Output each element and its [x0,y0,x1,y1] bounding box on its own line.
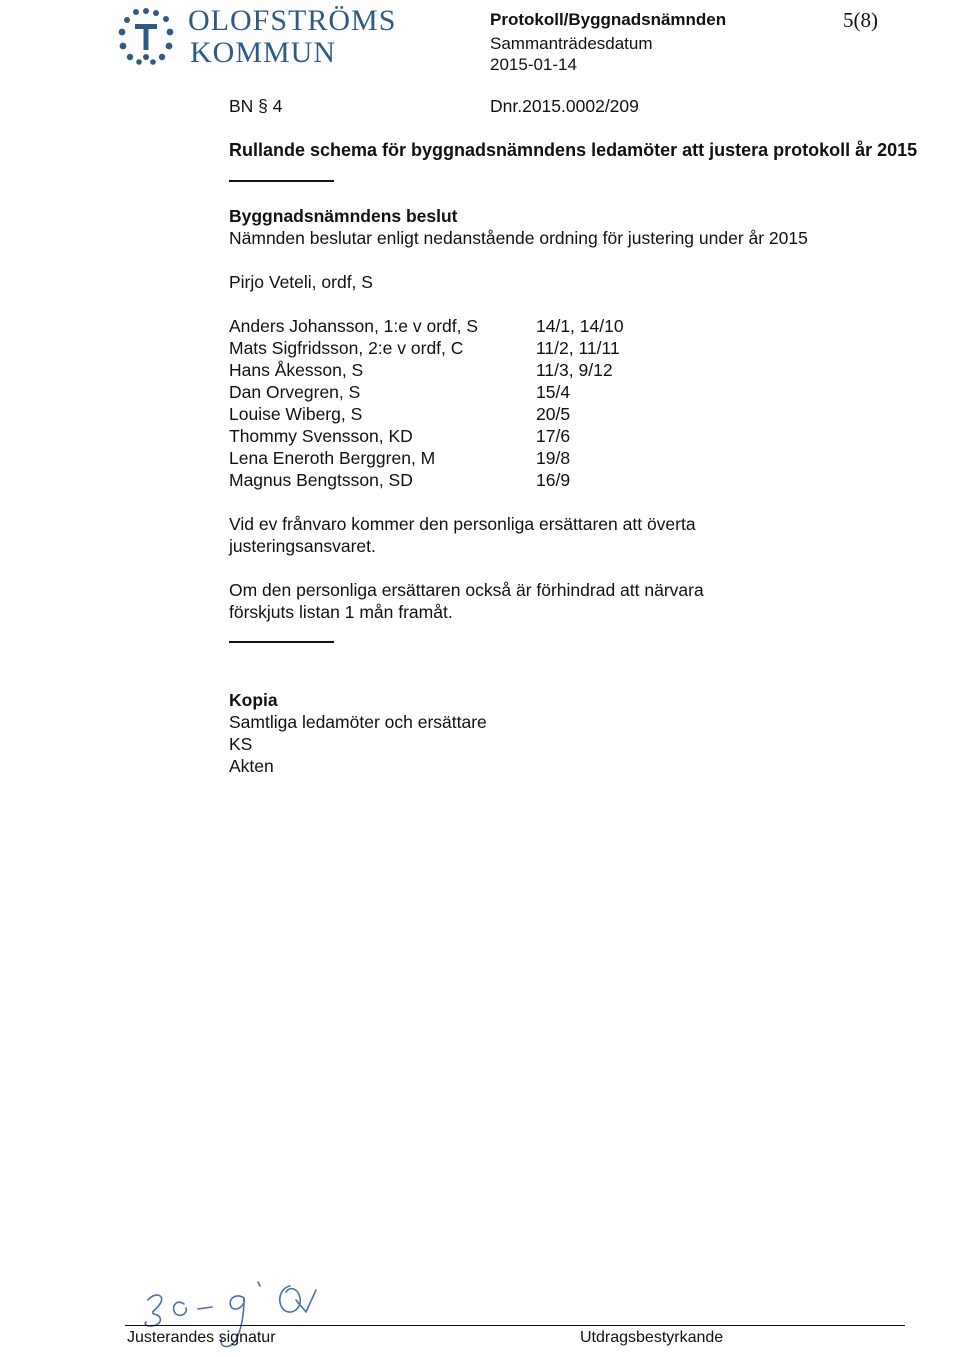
diary-number: Dnr.2015.0002/209 [490,96,639,116]
copy-recipient: Samtliga ledamöter och ersättare [229,712,487,732]
member-name: Hans Åkesson, S [229,360,364,380]
municipality-emblem-icon [106,5,182,65]
meeting-date-label: Sammanträdesdatum [490,34,653,53]
decision-heading: Byggnadsnämndens beslut [229,206,458,226]
member-name: Anders Johansson, 1:e v ordf, S [229,316,479,336]
member-name: Thommy Svensson, KD [229,426,413,446]
member-name: Lena Eneroth Berggren, M [229,448,436,468]
justification-dates: 20/5 [536,404,571,424]
copy-recipient: Akten [229,756,274,776]
substitute-note-line-2: förskjuts listan 1 mån framåt. [229,602,453,622]
member-name: Dan Orvegren, S [229,382,361,402]
justification-dates: 19/8 [536,448,571,468]
justification-dates: 14/1, 14/10 [536,316,624,336]
member-name: Louise Wiberg, S [229,404,363,424]
paragraph-reference: BN § 4 [229,96,283,116]
justification-dates: 11/2, 11/11 [536,338,620,358]
logo-line-1: OLOFSTRÖMS [188,4,397,37]
copy-recipient: KS [229,734,253,754]
logo-line-2: KOMMUN [190,36,337,69]
separator-line [229,180,334,182]
document-heading: Rullande schema för byggnadsnämndens ledamöter att justera protokoll år 2015 [229,140,918,160]
justification-dates: 17/6 [536,426,571,446]
separator-line [229,641,334,643]
justification-dates: 11/3, 9/12 [536,360,613,380]
absence-note-line-2: justeringsansvaret. [229,536,376,556]
meeting-date: 2015-01-14 [490,55,577,74]
substitute-note-line-1: Om den personliga ersättaren också är förhindrad att närvara [229,580,704,600]
justification-dates: 15/4 [536,382,571,402]
protocol-title: Protokoll/Byggnadsnämnden [490,10,727,29]
signature-label: Justerandes signatur [127,1329,276,1346]
member-name: Magnus Bengtsson, SD [229,470,413,490]
copy-heading: Kopia [229,690,278,710]
certification-label: Utdragsbestyrkande [580,1329,724,1346]
justification-dates: 16/9 [536,470,571,490]
signature-line [125,1325,905,1326]
member-name: Mats Sigfridsson, 2:e v ordf, C [229,338,464,358]
decision-text: Nämnden beslutar enligt nedanstående ordning för justering under år 2015 [229,228,808,248]
absence-note-line-1: Vid ev frånvaro kommer den personliga ersättaren att överta [229,514,696,534]
page-number: 5(8) [843,8,878,32]
chair-entry: Pirjo Veteli, ordf, S [229,272,373,292]
